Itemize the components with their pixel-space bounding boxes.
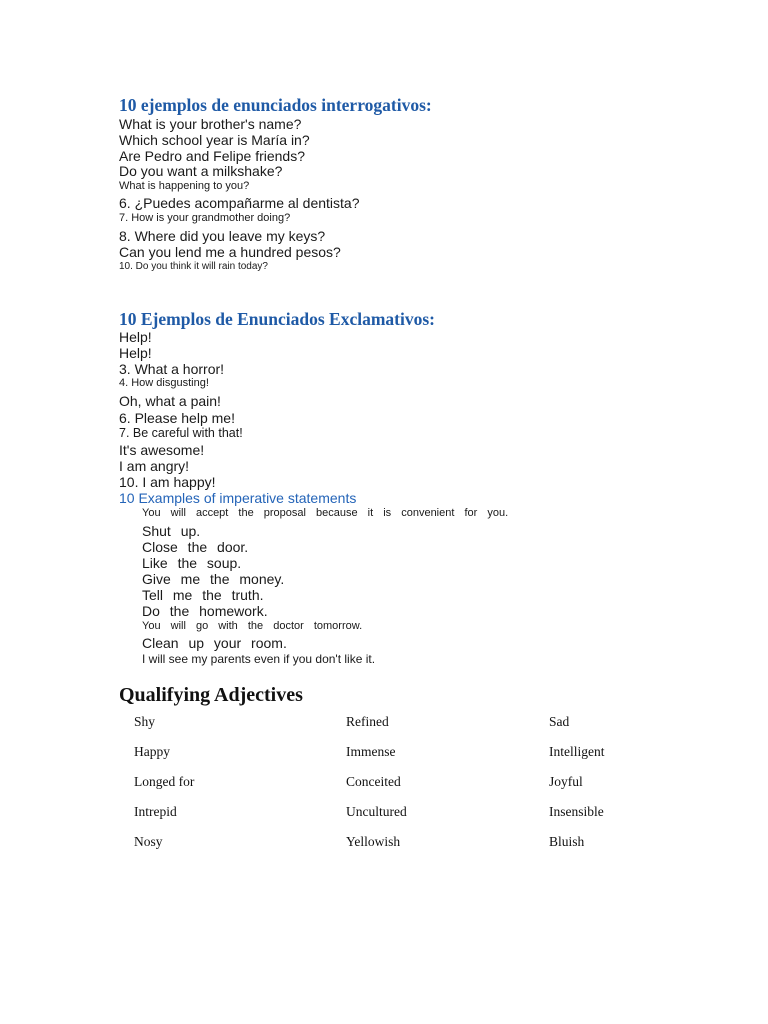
interrogative-heading: 10 ejemplos de enunciados interrogativos:	[119, 95, 432, 115]
adjective-cell: Conceited	[346, 774, 401, 789]
adjective-cell: Uncultured	[346, 804, 407, 819]
interrogative-line-1: What is your brother's name?	[119, 116, 302, 132]
imperative-line-3: Close the door.	[142, 539, 249, 555]
interrogative-line-2: Which school year is María in?	[119, 132, 310, 148]
interrogative-line-10: 10. Do you think it will rain today?	[119, 261, 268, 272]
imperative-line-2: Shut up.	[142, 523, 201, 539]
adjective-cell: Longed for	[134, 774, 195, 789]
adjective-cell: Bluish	[549, 834, 585, 849]
imperative-line-7: Do the homework.	[142, 603, 268, 619]
adjective-cell: Intelligent	[549, 744, 605, 759]
imperative-line-9: Clean up your room.	[142, 635, 287, 651]
interrogative-line-6: 6. ¿Puedes acompañarme al dentista?	[119, 195, 360, 211]
interrogative-line-3: Are Pedro and Felipe friends?	[119, 148, 305, 164]
adjective-cell: Yellowish	[346, 834, 401, 849]
imperative-heading: 10 Examples of imperative statements	[119, 490, 357, 506]
exclamative-line-6: 6. Please help me!	[119, 410, 235, 426]
adjective-cell: Joyful	[549, 774, 583, 789]
adjective-cell: Nosy	[134, 834, 163, 849]
adjective-cell: Shy	[134, 714, 156, 729]
exclamative-line-4: 4. How disgusting!	[119, 377, 209, 389]
interrogative-line-9: Can you lend me a hundred pesos?	[119, 244, 341, 260]
exclamative-line-3: 3. What a horror!	[119, 361, 225, 377]
exclamative-heading: 10 Ejemplos de Enunciados Exclamativos:	[119, 309, 435, 329]
imperative-line-5: Give me the money.	[142, 571, 285, 587]
exclamative-line-1: Help!	[119, 329, 152, 345]
adjective-cell: Sad	[549, 714, 570, 729]
imperative-line-6: Tell me the truth.	[142, 587, 264, 603]
imperative-line-10: I will see my parents even if you don't like it.	[142, 652, 376, 666]
adjective-cell: Immense	[346, 744, 396, 759]
interrogative-line-8: 8. Where did you leave my keys?	[119, 228, 326, 244]
exclamative-line-8: It's awesome!	[119, 442, 205, 458]
imperative-line-4: Like the soup.	[142, 555, 242, 571]
imperative-line-1: You will accept the proposal because it is convenient for you.	[142, 507, 509, 519]
adjective-cell: Intrepid	[134, 804, 177, 819]
interrogative-line-7: 7. How is your grandmother doing?	[119, 212, 291, 224]
imperative-line-8: You will go with the doctor tomorrow.	[142, 620, 363, 632]
exclamative-line-7: 7. Be careful with that!	[119, 426, 243, 440]
adjective-cell: Happy	[134, 744, 170, 759]
adjectives-table	[134, 712, 669, 862]
adjective-cell: Refined	[346, 714, 389, 729]
exclamative-line-5: Oh, what a pain!	[119, 393, 221, 409]
adjective-cell: Insensible	[549, 804, 604, 819]
interrogative-line-5: What is happening to you?	[119, 180, 250, 192]
adjectives-heading: Qualifying Adjectives	[119, 684, 303, 706]
interrogative-line-4: Do you want a milkshake?	[119, 163, 283, 179]
exclamative-line-9: I am angry!	[119, 458, 190, 474]
exclamative-line-2: Help!	[119, 345, 152, 361]
exclamative-line-10: 10. I am happy!	[119, 474, 216, 490]
